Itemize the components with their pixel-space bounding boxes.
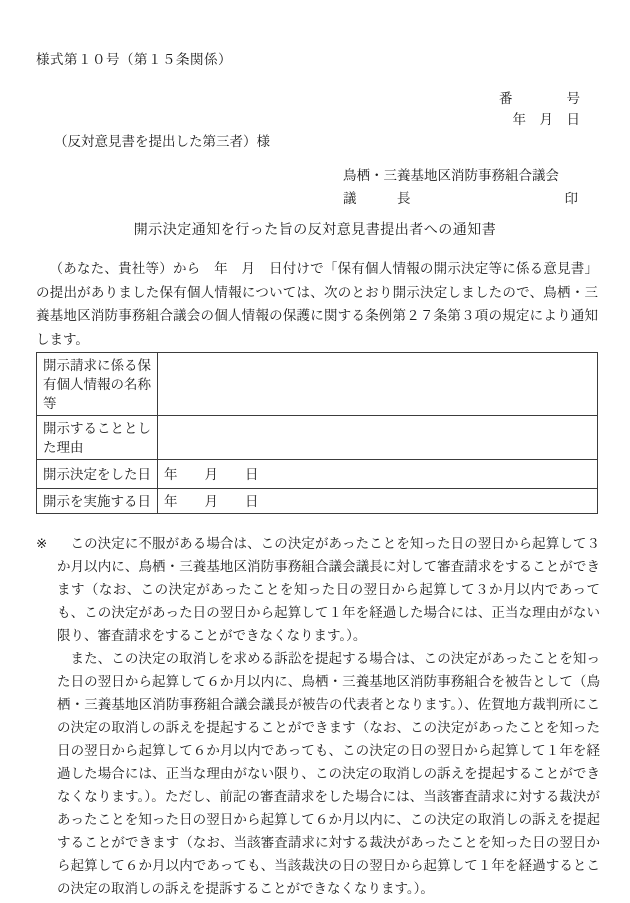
row-label: 開示請求に係る保有個人情報の名称等	[37, 353, 158, 416]
body-paragraph: （あなた、貴社等）から 年 月 日付けで「保有個人情報の開示決定等に係る意見書」の提出がありました保有個人情報については、次のとおり開示決定しましたので、鳥栖・三養基地区消防事務組合議会の個人情報の保護に関する条例第２７条第３項の規定により通知します。	[36, 261, 598, 347]
sender-title-line	[343, 187, 578, 210]
table-row-disclosure-reason	[37, 416, 598, 460]
document-title: 開示決定通知を行った旨の反対意見書提出者への通知書	[133, 223, 497, 238]
sender-title: 議 長	[343, 191, 411, 206]
disclosure-info-table	[36, 352, 598, 514]
row-label: 開示することとした理由	[37, 416, 158, 460]
table-row-implementation-date	[37, 489, 598, 514]
document-date-line: 年 月 日	[512, 112, 580, 127]
sender-organization: 鳥栖・三養基地区消防事務組合議会	[343, 168, 559, 183]
row-value: 年 月 日	[158, 460, 598, 489]
form-number: 様式第１０号（第１５条関係）	[36, 52, 232, 67]
appeal-notes	[36, 532, 600, 900]
note-marker: ※	[36, 536, 48, 551]
note-paragraph-text: この決定に不服がある場合は、この決定があったことを知った日の翌日から起算して３か月以内に、鳥栖・三養基地区消防事務組合議会議長に対して審査請求をすることができます（なお、この決定があったことを知った日の翌日から起算して３か月以内であっても、この決定があった日の翌日から起算して１年を経過した場合には、正当な理由がない限り、審査請求をすることができなくなります。）。	[57, 536, 600, 643]
row-label: 開示を実施する日	[37, 489, 158, 514]
document-number-line: 番 号	[499, 91, 580, 106]
table-row-information-name	[37, 353, 598, 416]
document-number-block	[499, 88, 580, 130]
note-paragraph-lawsuit: また、この決定の取消しを求める訴訟を提起する場合は、この決定があったことを知った日の翌日から起算して６か月以内に、鳥栖・三養基地区消防事務組合を被告として（鳥栖・三養基地区消防事務組合議会議長が被告の代表者となります。）、佐賀地方裁判所にこの決定の取消しの訴えを提起することができます（なお、この決定があったことを知った日の翌日から起算して６か月以内であっても、この決定の日の翌日から起算して１年を経過した場合には、正当な理由がない限り、この決定の取消しの訴えを提起することができなくなります。）。ただし、前記の審査請求をした場合には、当該審査請求に対する裁決があったことを知った日の翌日から起算して６か月以内に、この決定の取消しの訴えを提起することができます（なお、当該審査請求に対する裁決があったことを知った日の翌日から起算して６か月以内であっても、当該裁決の日の翌日から起算して１年を経過するとこの決定の取消しの訴えを提訴することができなくなります。）。	[57, 651, 600, 896]
row-label: 開示決定をした日	[37, 460, 158, 489]
table-row-decision-date	[37, 460, 598, 489]
row-value: 年 月 日	[158, 489, 598, 514]
row-value	[158, 353, 598, 416]
sender-block	[343, 164, 578, 210]
row-value	[158, 416, 598, 460]
seal-mark: 印	[564, 191, 578, 206]
addressee: （反対意見書を提出した第三者）様	[54, 134, 270, 149]
note-paragraph-appeal	[36, 532, 600, 647]
